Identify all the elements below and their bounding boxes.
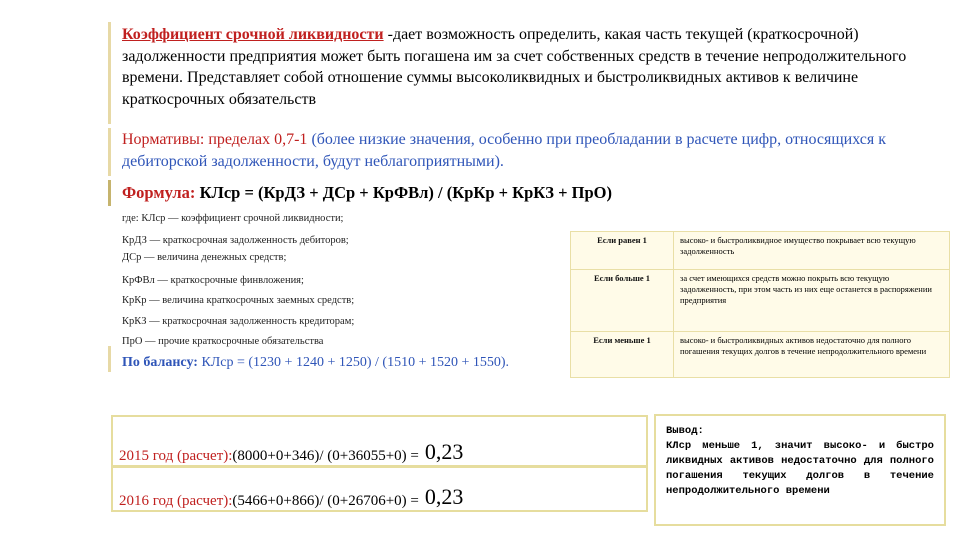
conclusion-text: КЛср меньше 1, значит высоко- и быстро ликвидных активов недостаточно для полного погашения текущих долгов в течение непродолжительного времени — [666, 440, 934, 497]
calc-2015-label: 2015 год (расчет): — [119, 448, 233, 464]
calc-2016-box — [111, 466, 648, 512]
conclusion-box — [654, 414, 946, 526]
description-cell: высоко- и быстроликвидных активов недостаточно для полного погашения текущих долгов в течение непродолжительного времени — [674, 332, 950, 378]
table-row — [571, 270, 950, 332]
description-cell: за счет имеющихся средств можно покрыть всю текущую задолженность, при этом часть из них еще останется в распоряжении предприятия — [674, 270, 950, 332]
calc-2016-result: 0,23 — [424, 484, 464, 509]
calc-2015-box — [111, 415, 648, 467]
conditions-table — [570, 231, 950, 378]
definition-paragraph — [122, 24, 922, 110]
definition-item: КрДЗ — краткосрочная задолженность дебиторов; — [122, 235, 349, 246]
calc-2016-expr: (5466+0+866)/ (0+26706+0) = — [232, 493, 419, 509]
condition-cell: Если меньше 1 — [571, 332, 674, 378]
definition-item: КрФВл — краткосрочные финвложения; — [122, 275, 304, 286]
table-row — [571, 232, 950, 270]
table-row — [571, 332, 950, 378]
definition-item: КрКЗ — краткосрочная задолженность кредиторам; — [122, 316, 355, 327]
calc-2016-label: 2016 год (расчет): — [119, 493, 233, 509]
formula-label: Формула: — [122, 183, 196, 202]
term-title: Коэффициент срочной ликвидности — [122, 26, 384, 43]
left-accent-bar — [108, 180, 111, 206]
definition-item: КрКр — величина краткосрочных заемных средств; — [122, 295, 355, 306]
left-accent-bar — [108, 128, 111, 176]
formula-line — [122, 182, 922, 204]
balance-formula — [122, 354, 572, 372]
description-cell: высоко- и быстроликвидное имущество покрывает всю текущую задолженность — [674, 232, 950, 270]
left-accent-bar — [108, 346, 111, 372]
norms-paragraph — [122, 129, 922, 172]
condition-cell: Если больше 1 — [571, 270, 674, 332]
balance-label: По балансу: — [122, 355, 198, 370]
definition-item: где: КЛср — коэффициент срочной ликвидности; — [122, 213, 344, 224]
definition-item: ПрО — прочие краткосрочные обязательства — [122, 336, 324, 347]
left-accent-bar — [108, 22, 111, 124]
definition-text: -дает возможность определить, какая часть текущей (краткосрочной) задолженности предприятия может быть погашена им за счет собственных средств в течение непродолжительного времени. Представляет собой отношение суммы высоколиквидных и быстроликвидных активов к величине краткосрочных обязательств — [122, 26, 907, 108]
conclusion-title: Вывод: — [666, 425, 704, 437]
balance-text: КЛср = (1230 + 1240 + 1250) / (1510 + 1520 + 1550). — [197, 355, 510, 370]
norms-label: Нормативы: пределах 0,7-1 — [122, 131, 308, 148]
condition-cell: Если равен 1 — [571, 232, 674, 270]
calc-2015-expr: (8000+0+346)/ (0+36055+0) = — [232, 448, 419, 464]
norms-text: (более низкие значения, особенно при преобладании в расчете цифр, относящихся к дебиторской задолженности, будут неблагоприятными). — [122, 131, 886, 170]
formula-text: КЛср = (КрДЗ + ДСр + КрФВл) / (КрКр + КрКЗ + ПрО) — [195, 183, 612, 202]
definition-item: ДСр — величина денежных средств; — [122, 252, 287, 263]
calc-2015-result: 0,23 — [424, 439, 464, 464]
